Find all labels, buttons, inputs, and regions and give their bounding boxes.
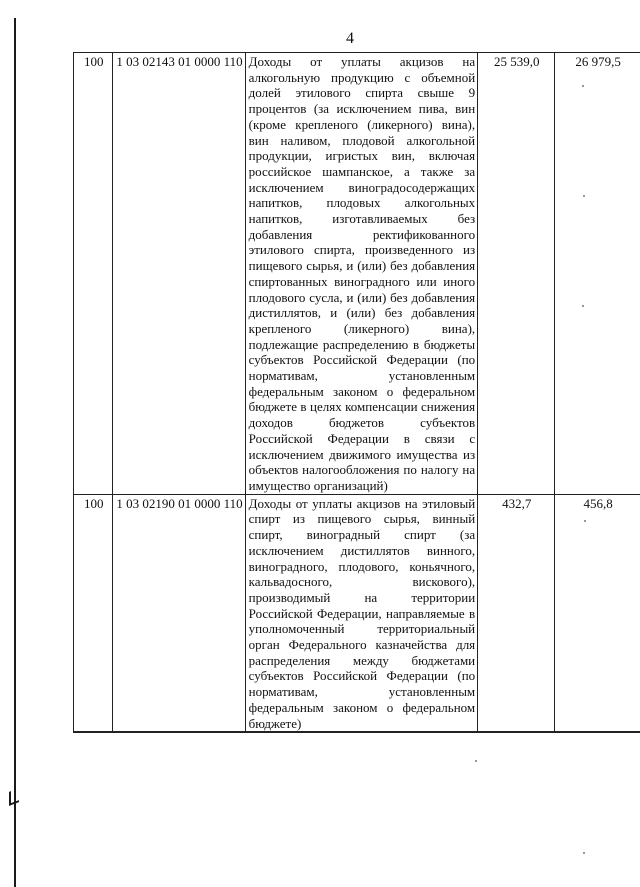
revenue-name-cell: Доходы от уплаты акцизов на этиловый спирт из пищевого сырья, винный спирт, виноградный спирт (за исключением дистиллятов винного, виноградного, плодового, коньячного, кальвадосного, вискового), производимый на территории Российской Федерации, направляемые в уполномоченный территориальный орган Федерального казначейства для распределения между бюджетами субъектов Российской Федерации (по нормативам, установленным федеральным законом о федеральном бюджете) — [245, 494, 478, 732]
budget-classification-code-cell: 1 03 02190 01 0000 110 — [113, 494, 245, 732]
binding-edge-line — [14, 18, 16, 887]
page-number: 4 — [346, 30, 354, 47]
scan-speck — [583, 195, 585, 197]
revenue-name-cell: Доходы от уплаты акцизов на алкогольную продукцию с объемной долей этилового спирта свыше 9 процентов (за исключением пива, вин (кроме крепленого (ликерного) вина), вин наливом, плодовой алкогольной продукции, игристых вин, включая российское шампанское, а также за исключением виноградосодержащих напитков, плодовых алкогольных напитков, изготавливаемых без добавления ректификованного этилового спирта, произведенного из пищевого сырья, и (или) без добавления спиртованных виноградного или иного плодового сусла, и (или) без добавления дистиллятов, и (или) без добавления крепленого (ликерного) вина), подлежащие распределению в бюджеты субъектов Российской Федерации (по нормативам, установленным федеральным законом о федеральном бюджете в целях компенсации снижения доходов бюджетов субъектов Российской Федерации в связи с исключением движимого имущества из объектов налогообложения по налогу на имущество организаций) — [245, 53, 478, 495]
scan-speck — [583, 852, 585, 854]
scan-speck — [582, 85, 584, 87]
admin-code-cell: 100 — [74, 494, 113, 732]
amount-year-1-cell: 25 539,0 — [478, 53, 555, 495]
amount-year-1-cell: 432,7 — [478, 494, 555, 732]
binding-edge-mark — [9, 788, 19, 806]
amount-year-2-cell: 456,8 — [555, 494, 640, 732]
scan-speck — [582, 305, 584, 307]
table-row — [74, 494, 640, 732]
amount-year-2-cell: 26 979,5 — [555, 53, 640, 495]
budget-classification-code-cell: 1 03 02143 01 0000 110 — [113, 53, 245, 495]
scan-speck — [584, 520, 586, 522]
admin-code-cell: 100 — [74, 53, 113, 495]
revenue-table — [73, 52, 640, 733]
table-row — [74, 53, 640, 495]
scan-speck — [475, 760, 477, 762]
